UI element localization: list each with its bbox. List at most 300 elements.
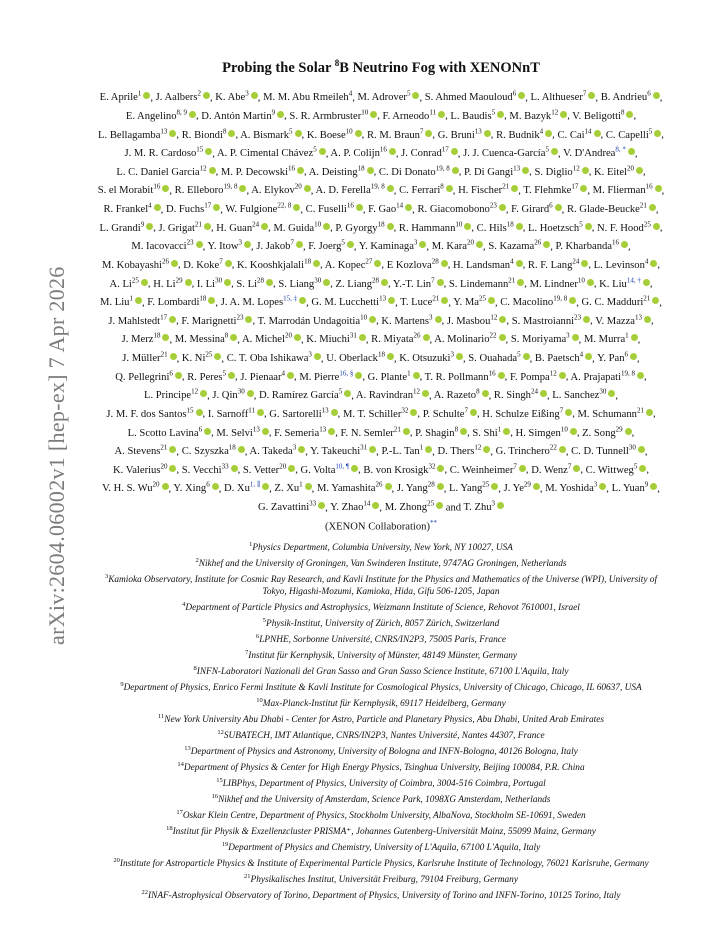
author-text: M. Flierman <box>592 185 646 197</box>
author-affiliation-marker: 3 <box>429 313 433 322</box>
author-name <box>215 89 258 104</box>
affiliation-text: Kamioka Observatory, Institute for Cosmic Ray Research, and Kavli Institute for the Physics and Mathematics of the Universe (WPI), University of Tokyo, Higashi-Mozumi, Kamioka, Hida, Gifu 506-1205, Japan <box>108 574 658 597</box>
author-name <box>165 201 220 216</box>
author-affiliation-marker: 19, 8 <box>621 369 636 378</box>
author-name <box>201 108 284 122</box>
author-name <box>527 257 588 271</box>
orcid-icon[interactable] <box>287 372 294 379</box>
orcid-icon[interactable] <box>204 223 211 230</box>
orcid-icon[interactable] <box>437 465 444 472</box>
orcid-icon[interactable] <box>141 279 148 286</box>
author-text: C. Hils <box>476 222 507 234</box>
orcid-icon[interactable] <box>630 353 637 360</box>
orcid-icon[interactable] <box>224 279 231 286</box>
orcid-icon[interactable] <box>555 204 562 211</box>
orcid-icon[interactable] <box>631 334 638 341</box>
orcid-icon[interactable] <box>169 465 176 472</box>
author-name <box>511 201 562 216</box>
orcid-icon[interactable] <box>314 353 321 360</box>
orcid-icon[interactable] <box>356 204 363 211</box>
author-affiliation-marker: 7 <box>567 462 572 471</box>
author-affiliation-marker: 18 <box>377 220 385 229</box>
orcid-icon[interactable] <box>175 372 182 379</box>
orcid-icon[interactable] <box>169 316 176 323</box>
orcid-icon[interactable] <box>511 185 518 192</box>
affiliation-number: 11 <box>158 712 165 720</box>
orcid-icon[interactable] <box>441 297 448 304</box>
orcid-icon[interactable] <box>213 204 220 211</box>
orcid-icon[interactable] <box>551 148 558 155</box>
orcid-icon[interactable] <box>370 111 377 118</box>
orcid-icon[interactable] <box>230 334 237 341</box>
affiliation-number: 14 <box>177 760 184 768</box>
orcid-icon[interactable] <box>208 297 215 304</box>
affiliation-text: Department of Physics & Center for High Energy Physics, Tsinghua University, Beijing 100084, P.R. China <box>183 762 585 773</box>
affiliation-entry <box>96 647 666 663</box>
orcid-icon[interactable] <box>599 483 606 490</box>
author-text: P. Schulte <box>422 408 465 420</box>
author-name <box>99 89 151 104</box>
author-text: E. Aprile <box>99 92 138 104</box>
orcid-icon[interactable] <box>637 372 644 379</box>
orcid-icon[interactable] <box>649 204 656 211</box>
orcid-icon[interactable] <box>565 409 572 416</box>
author-name <box>342 406 417 420</box>
author-text: J. Ye <box>503 483 524 495</box>
orcid-icon[interactable] <box>225 260 232 267</box>
author-name <box>207 238 252 253</box>
orcid-icon[interactable] <box>438 111 445 118</box>
orcid-icon[interactable] <box>257 409 264 416</box>
author-name <box>263 89 353 104</box>
orcid-icon[interactable] <box>646 409 653 416</box>
author-name <box>510 331 579 346</box>
orcid-icon[interactable] <box>298 446 305 453</box>
orcid-icon[interactable] <box>313 260 320 267</box>
orcid-icon[interactable] <box>209 167 216 174</box>
orcid-icon[interactable] <box>483 446 490 453</box>
author-name <box>181 443 245 458</box>
author-affiliation-marker: 23 <box>236 313 244 322</box>
affiliation-entry <box>96 887 666 903</box>
orcid-icon[interactable] <box>261 223 268 230</box>
orcid-icon[interactable] <box>452 167 459 174</box>
orcid-icon[interactable] <box>328 428 335 435</box>
orcid-icon[interactable] <box>643 279 650 286</box>
orcid-icon[interactable] <box>412 92 419 99</box>
author-text: R. Singh <box>493 390 531 402</box>
affiliation-entry <box>96 839 666 855</box>
author-name <box>424 369 505 383</box>
orcid-icon[interactable] <box>135 297 142 304</box>
orcid-icon[interactable] <box>654 130 661 137</box>
author-affiliation-marker: 25 <box>427 499 435 508</box>
author-name <box>106 406 202 420</box>
author-name <box>515 425 576 439</box>
author-name <box>216 220 268 234</box>
orcid-icon[interactable] <box>488 297 495 304</box>
orcid-icon[interactable] <box>293 204 300 211</box>
author-affiliation-marker: 10 <box>314 220 322 229</box>
orcid-icon[interactable] <box>436 502 443 509</box>
orcid-icon[interactable] <box>425 446 432 453</box>
author-text: C. Wittweg <box>585 464 634 476</box>
orcid-icon[interactable] <box>464 223 471 230</box>
author-text: B. Andrieu <box>600 92 648 104</box>
orcid-icon[interactable] <box>422 390 429 397</box>
author-name <box>158 220 210 234</box>
author-name <box>488 238 550 253</box>
orcid-icon[interactable] <box>323 279 330 286</box>
orcid-icon[interactable] <box>476 241 483 248</box>
author-affiliation-marker: 4 <box>348 89 353 98</box>
orcid-icon[interactable] <box>245 316 252 323</box>
author-name <box>371 331 429 346</box>
orcid-icon[interactable] <box>200 390 207 397</box>
orcid-icon[interactable] <box>435 316 442 323</box>
orcid-icon[interactable] <box>203 92 210 99</box>
orcid-icon[interactable] <box>323 223 330 230</box>
orcid-icon[interactable] <box>456 353 463 360</box>
orcid-icon[interactable] <box>387 223 394 230</box>
orcid-icon[interactable] <box>497 502 504 509</box>
author-name <box>324 257 382 271</box>
orcid-icon[interactable] <box>374 260 381 267</box>
author-text: L. Principe <box>144 390 192 402</box>
orcid-icon[interactable] <box>523 353 530 360</box>
orcid-icon[interactable] <box>560 111 567 118</box>
orcid-icon[interactable] <box>594 130 601 137</box>
author-affiliation-marker: 23 <box>574 313 582 322</box>
author-text: D. Ramírez García <box>258 390 339 402</box>
orcid-icon[interactable] <box>533 483 540 490</box>
orcid-icon[interactable] <box>262 428 269 435</box>
author-affiliation-marker: 5 <box>289 127 293 136</box>
author-text: Z. Song <box>582 427 616 439</box>
orcid-icon[interactable] <box>498 372 505 379</box>
orcid-icon[interactable] <box>251 92 258 99</box>
orcid-icon[interactable] <box>231 465 238 472</box>
orcid-icon[interactable] <box>318 502 325 509</box>
orcid-icon[interactable] <box>296 241 303 248</box>
orcid-icon[interactable] <box>154 204 161 211</box>
orcid-icon[interactable] <box>582 167 589 174</box>
orcid-icon[interactable] <box>247 390 254 397</box>
affiliation-entry <box>96 539 666 555</box>
author-text: S. Liang <box>278 278 315 290</box>
orcid-icon[interactable] <box>143 92 150 99</box>
orcid-icon[interactable] <box>344 390 351 397</box>
orcid-icon[interactable] <box>470 409 477 416</box>
author-name <box>273 220 330 234</box>
orcid-icon[interactable] <box>196 409 203 416</box>
author-text: I. Sarnoff <box>207 408 249 420</box>
orcid-icon[interactable] <box>655 185 662 192</box>
author-affiliation-marker: 12 <box>413 387 420 396</box>
orcid-icon[interactable] <box>497 111 504 118</box>
author-name <box>449 480 498 495</box>
orcid-icon[interactable] <box>628 148 635 155</box>
orcid-icon[interactable] <box>214 353 221 360</box>
orcid-icon[interactable] <box>389 148 396 155</box>
orcid-icon[interactable] <box>559 372 566 379</box>
orcid-icon[interactable] <box>388 297 395 304</box>
author-text: M. Zhong <box>384 502 428 514</box>
author-name <box>216 145 326 160</box>
orcid-icon[interactable] <box>583 316 590 323</box>
orcid-icon[interactable] <box>169 446 176 453</box>
orcid-icon[interactable] <box>516 223 523 230</box>
author-text: F. Joerg <box>308 241 342 253</box>
orcid-icon[interactable] <box>288 465 295 472</box>
orcid-icon[interactable] <box>588 92 595 99</box>
author-name <box>582 425 632 439</box>
paper-title <box>96 54 666 77</box>
orcid-icon[interactable] <box>162 483 169 490</box>
orcid-icon[interactable] <box>244 241 251 248</box>
orcid-icon[interactable] <box>359 334 366 341</box>
orcid-icon[interactable] <box>228 130 235 137</box>
author-name <box>531 462 580 476</box>
orcid-icon[interactable] <box>387 185 394 192</box>
orcid-icon[interactable] <box>437 279 444 286</box>
collaboration-footnote-mark[interactable]: ** <box>430 519 438 528</box>
orcid-icon[interactable] <box>650 260 657 267</box>
orcid-icon[interactable] <box>299 297 306 304</box>
orcid-icon[interactable] <box>543 241 550 248</box>
author-affiliation-marker: 21 <box>502 182 510 191</box>
author-affiliation-marker: 1 <box>407 369 411 378</box>
author-affiliation-marker: 15, ‡ <box>283 294 298 303</box>
orcid-icon[interactable] <box>319 148 326 155</box>
orcid-icon[interactable] <box>351 465 358 472</box>
author-affiliation-marker: 16 <box>288 164 296 173</box>
orcid-icon[interactable] <box>372 502 379 509</box>
orcid-icon[interactable] <box>517 279 524 286</box>
orcid-icon[interactable] <box>585 353 592 360</box>
author-name <box>335 276 388 290</box>
orcid-icon[interactable] <box>652 297 659 304</box>
orcid-icon[interactable] <box>355 130 362 137</box>
orcid-icon[interactable] <box>162 334 169 341</box>
orcid-icon[interactable] <box>522 167 529 174</box>
orcid-icon[interactable] <box>585 223 592 230</box>
orcid-icon[interactable] <box>484 130 491 137</box>
author-name <box>417 201 505 216</box>
affiliation-number: 9 <box>120 680 124 688</box>
orcid-icon[interactable] <box>573 465 580 472</box>
orcid-icon[interactable] <box>540 390 547 397</box>
affiliation-text: Max-Planck-Institut für Kernphysik, 69117 Heidelberg, Germany <box>262 698 506 709</box>
orcid-icon[interactable] <box>518 92 525 99</box>
orcid-icon[interactable] <box>499 334 506 341</box>
orcid-icon[interactable] <box>580 185 587 192</box>
author-name <box>220 294 306 309</box>
orcid-icon[interactable] <box>559 446 566 453</box>
affiliation-number: 18 <box>166 824 173 832</box>
orcid-icon[interactable] <box>212 483 219 490</box>
author-name <box>274 425 335 439</box>
orcid-icon[interactable] <box>491 483 498 490</box>
orcid-icon[interactable] <box>304 185 311 192</box>
orcid-icon[interactable] <box>381 279 388 286</box>
author-text: J. Müller <box>122 353 161 365</box>
author-name <box>114 443 177 458</box>
orcid-icon[interactable] <box>403 428 410 435</box>
author-text: J. Jakob <box>256 241 291 253</box>
orcid-icon[interactable] <box>347 241 354 248</box>
orcid-icon[interactable] <box>441 260 448 267</box>
author-affiliation-marker: 3 <box>450 350 454 359</box>
orcid-icon[interactable] <box>503 428 510 435</box>
author-text: M. Kara <box>431 241 468 253</box>
orcid-icon[interactable] <box>369 316 376 323</box>
orcid-icon[interactable] <box>581 260 588 267</box>
orcid-icon[interactable] <box>277 111 284 118</box>
author-affiliation-marker: 25 <box>643 220 651 229</box>
author-text: Y. Pan <box>597 353 625 365</box>
author-text: F. Marignetti <box>181 315 237 327</box>
orcid-icon[interactable] <box>626 111 633 118</box>
orcid-icon[interactable] <box>295 130 302 137</box>
author-text: M. Selvi <box>216 427 253 439</box>
orcid-icon[interactable] <box>162 185 169 192</box>
author-name <box>563 145 635 160</box>
author-text: A. P. Cimental Chávez <box>216 148 314 160</box>
orcid-icon[interactable] <box>185 279 192 286</box>
orcid-icon[interactable] <box>625 428 632 435</box>
orcid-icon[interactable] <box>266 279 273 286</box>
author-text: G. M. Lucchetti <box>311 297 380 309</box>
orcid-icon[interactable] <box>228 372 235 379</box>
orcid-icon[interactable] <box>189 111 196 118</box>
affiliation-text: INFN-Laboratori Nazionali del Gran Sasso and Gran Sasso Science Institute, 67100 L'Aquila, Italy <box>196 666 569 677</box>
author-name <box>594 164 643 178</box>
orcid-icon[interactable] <box>205 148 212 155</box>
orcid-icon[interactable] <box>262 483 269 490</box>
author-affiliation-marker: 30 <box>314 276 322 285</box>
author-name <box>236 257 320 271</box>
affiliation-entry <box>96 759 666 775</box>
author-text: R. Biondi <box>181 129 223 141</box>
author-name <box>153 276 191 290</box>
orcid-icon[interactable] <box>355 372 362 379</box>
orcid-icon[interactable] <box>204 428 211 435</box>
affiliation-text: SUBATECH, IMT Atlantique, CNRS/IN2P3, Nantes Université, Nantes 44307, France <box>223 730 545 741</box>
orcid-icon[interactable] <box>297 167 304 174</box>
affiliation-text: Oskar Klein Centre, Department of Physics, Stockholm University, AlbaNova, Stockholm SE-10691, Sweden <box>182 810 586 821</box>
orcid-icon[interactable] <box>569 297 576 304</box>
orcid-icon[interactable] <box>369 446 376 453</box>
author-text: C. D. Tunnell <box>571 446 629 458</box>
orcid-icon[interactable] <box>367 167 374 174</box>
author-text: F. Girard <box>511 204 550 216</box>
author-affiliation-marker: 1 <box>497 425 502 434</box>
orcid-icon[interactable] <box>169 130 176 137</box>
affiliation-text: Nikhef and the University of Amsterdam, Science Park, 1098XG Amsterdam, Netherlands <box>218 794 551 805</box>
author-affiliation-marker: 13 <box>252 425 260 434</box>
collaboration-line <box>96 516 666 535</box>
author-name <box>468 350 529 365</box>
orcid-icon[interactable] <box>516 260 523 267</box>
orcid-icon[interactable] <box>437 483 444 490</box>
orcid-icon[interactable] <box>413 372 420 379</box>
orcid-icon[interactable] <box>419 241 426 248</box>
orcid-icon[interactable] <box>423 334 430 341</box>
author-affiliation-marker: 18 <box>357 164 365 173</box>
author-name <box>358 238 427 253</box>
orcid-icon[interactable] <box>639 465 646 472</box>
orcid-icon[interactable] <box>499 204 506 211</box>
orcid-icon[interactable] <box>451 148 458 155</box>
author-text: M. Liu <box>100 297 130 309</box>
orcid-icon[interactable] <box>608 390 615 397</box>
orcid-icon[interactable] <box>410 409 417 416</box>
affiliation-number: 16 <box>211 792 219 800</box>
author-text: G. Bruni <box>437 129 475 141</box>
orcid-icon[interactable] <box>519 465 526 472</box>
orcid-icon[interactable] <box>638 446 645 453</box>
author-affiliation-marker: 25 <box>478 294 486 303</box>
orcid-icon[interactable] <box>405 204 412 211</box>
orcid-icon[interactable] <box>239 185 246 192</box>
author-text: L. C. Daniel Garcia <box>116 166 200 178</box>
author-text: S. Moriyama <box>510 334 567 346</box>
orcid-icon[interactable] <box>545 130 552 137</box>
orcid-icon[interactable] <box>572 334 579 341</box>
author-name <box>503 480 540 495</box>
orcid-icon[interactable] <box>587 279 594 286</box>
author-name <box>108 313 176 327</box>
orcid-icon[interactable] <box>146 223 153 230</box>
orcid-icon[interactable] <box>460 428 467 435</box>
orcid-icon[interactable] <box>621 241 628 248</box>
author-name <box>453 294 495 309</box>
orcid-icon[interactable] <box>171 260 178 267</box>
author-name <box>605 127 661 141</box>
author-name <box>116 164 215 178</box>
orcid-icon[interactable] <box>238 446 245 453</box>
orcid-icon[interactable] <box>636 167 643 174</box>
orcid-icon[interactable] <box>653 92 660 99</box>
affiliation-number: 10 <box>256 696 263 704</box>
author-name <box>384 499 443 514</box>
author-name <box>147 294 215 309</box>
author-text: F. Lombardi <box>147 297 200 309</box>
author-text: A. Bismark <box>240 129 290 141</box>
author-name <box>115 369 182 383</box>
author-text: P.-L. Tan <box>381 446 420 458</box>
orcid-icon[interactable] <box>170 353 177 360</box>
orcid-icon[interactable] <box>446 185 453 192</box>
orcid-icon[interactable] <box>653 223 660 230</box>
orcid-icon[interactable] <box>196 241 203 248</box>
orcid-icon[interactable] <box>385 483 392 490</box>
orcid-icon[interactable] <box>644 316 651 323</box>
orcid-icon[interactable] <box>499 316 506 323</box>
orcid-icon[interactable] <box>305 483 312 490</box>
author-affiliation-marker: 18 <box>228 443 236 452</box>
orcid-icon[interactable] <box>331 409 338 416</box>
orcid-icon[interactable] <box>294 334 301 341</box>
author-affiliation-marker: 30 <box>215 276 223 285</box>
orcid-icon[interactable] <box>425 130 432 137</box>
author-affiliation-marker: 20 <box>152 480 160 489</box>
orcid-icon[interactable] <box>387 353 394 360</box>
orcid-icon[interactable] <box>650 483 657 490</box>
orcid-icon[interactable] <box>570 428 577 435</box>
orcid-icon[interactable] <box>482 390 489 397</box>
